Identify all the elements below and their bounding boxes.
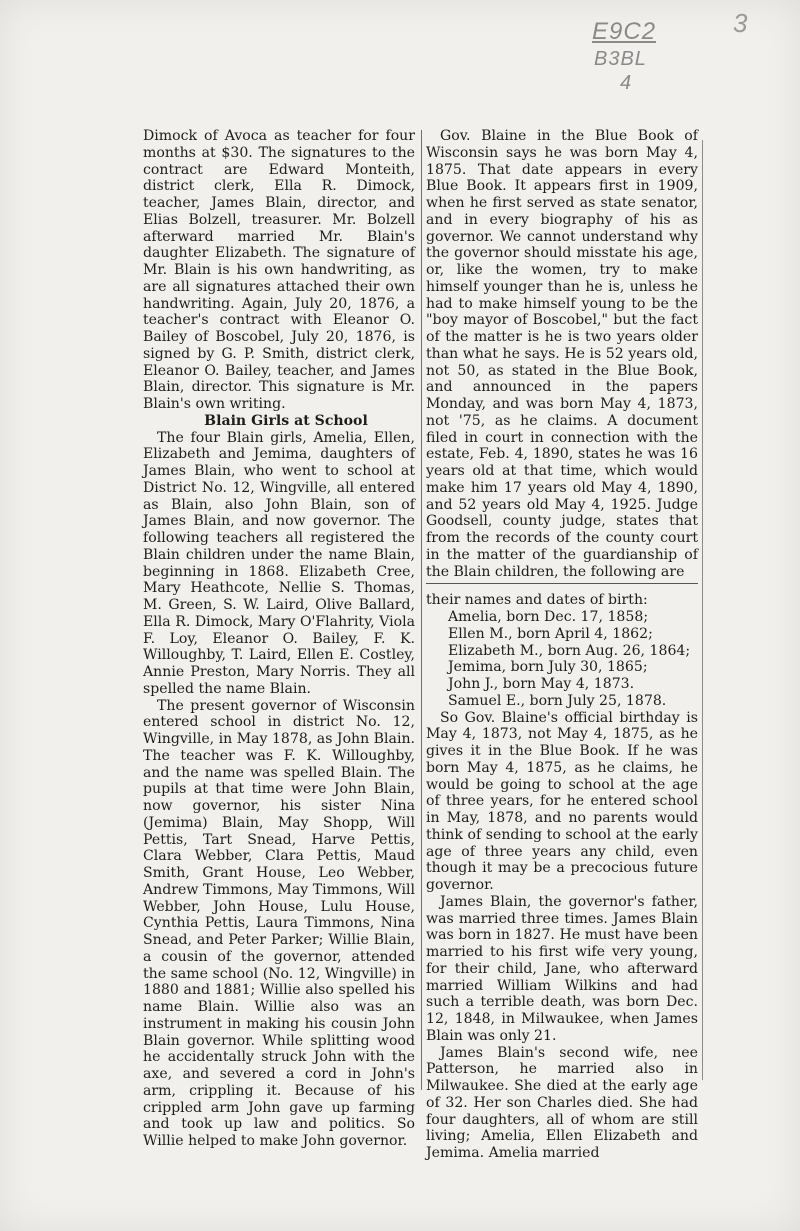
left-paragraph-3: The present governor of Wisconsin entered school in district No. 12, Wingville, in May 1878, as John Blain. The teacher was F. K. Willoughby, and the name was spelled Blain. The pupils at that time were John Blain, now governor, his sister Nina (Jemima) Blain, May Shopp, Will Pettis, Tart Snead, Harve Pettis, Clara Webber, Clara Pettis, Maud Smith, Grant House, Leo Webber, Andrew Timmons, May Timmons, Will Webber, John House, Lulu House, Cynthia Pettis, Laura Timmons, Nina Snead, and Peter Parker; Willie Blain, a cousin of the governor, attended the same school (No. 12, Wingville) in 1880 and 1881; Willie also spelled his name Blain. Willie also was an instrument in making his cousin John Blain governor. While splitting wood he accidentally struck John with the axe, and severed a cord in John's arm, crippling it. Because of his crippled arm John gave up farming and took up law and politics. So Willie helped to make John governor. xyxy=(143,697,416,1149)
left-paragraph-1: Dimock of Avoca as teacher for four months at $30. The signatures to the contract are Edward Monteith, district clerk, Ella R. Dimock, teacher, James Blain, director, and Elias Bolzell, treasurer. Mr. Bolzell afterward married Mr. Blain's daughter Elizabeth. The signature of Mr. Blain is his own handwriting, as are all signatures attached their own handwriting. Again, July 20, 1876, a teacher's contract with Eleanor O. Bailey of Boscobel, July 20, 1876, is signed by G. P. Smith, district clerk, Eleanor O. Bailey, teacher, and James Blain, director. This signature is Mr. Blain's own writing. xyxy=(143,128,415,412)
handwritten-page-number: 3 xyxy=(733,8,749,38)
left-paragraph-2: The four Blain girls, Amelia, Ellen, Elizabeth and Jemima, daughters of James Blain, who went to school at District No. 12, Wingville, all entered as Blain, also John Blain, son of James Blain, and now governor. The following teachers all registered the Blain children under the name Blain, beginning in 1868. Elizabeth Cree, Mary Heathcote, Nellie S. Thomas, M. Green, S. W. Laird, Olive Ballard, Ella R. Dimock, Mary O'Flahrity, Viola F. Loy, Eleanor O. Bailey, F. K. Willoughby, T. Laird, Ellen E. Costley, Annie Preston, Mary Norris. They all spelled the name Blain. xyxy=(143,429,415,697)
birth-list-item: Amelia, born Dec. 17, 1858; xyxy=(448,609,649,625)
handwritten-reference-line-3: 4 xyxy=(620,72,633,94)
birth-list xyxy=(426,609,698,710)
right-paragraph-4: James Blain, the governor's father, was married three times. James Blain was born in 1827. He must have been married to his first wife very young, for their child, Jane, who afterward married William Wilkins and had such a terrible death, was born Dec. 12, 1848, in Milwaukee, when James Blain was only 21. xyxy=(426,893,698,1044)
birth-list-item: Jemima, born July 30, 1865; xyxy=(448,659,648,676)
birth-list-item: Ellen M., born April 4, 1862; xyxy=(448,625,653,642)
left-column xyxy=(143,128,415,1150)
subheading-blain-girls: Blain Girls at School xyxy=(204,412,368,429)
handwritten-reference-line-1: E9C2 xyxy=(592,18,657,45)
handwritten-reference-line-2: B3BL xyxy=(594,48,647,70)
right-paragraph-1: Gov. Blaine in the Blue Book of Wisconsin says he was born May 4, 1875. That date appears in every Blue Book. It appears first in 1909, when he first served as state senator, and in every biography of his as governor. We cannot understand why the governor should misstate his age, or, like the women, try to make himself younger than he is, unless he had to make himself young to be the "boy mayor of Boscobel," but the fact of the matter is he is two years older than what he says. He is 52 years old, not 50, as stated in the Blue Book, and announced in the papers Monday, and was born May 4, 1873, not '75, as he claims. A document filed in court in connection with the estate, Feb. 4, 1890, states he was 16 years old at that time, which would make him 17 years old May 4, 1890, and 52 years old May 4, 1925. Judge Goodsell, county judge, states that from the records of the county court in the matter of the guardianship of the Blain children, the following are xyxy=(426,128,698,580)
right-paragraph-5: James Blain's second wife, nee Patterson, he married also in Milwaukee. She died at the early age of 32. Her son Charles died. She had four daughters, all of whom are still living; Amelia, Ellen Elizabeth and Jemima. Amelia married xyxy=(426,1044,698,1161)
birth-list-item: John J., born May 4, 1873. xyxy=(448,676,635,692)
right-column xyxy=(426,128,698,1162)
birth-list-item: Samuel E., born July 25, 1878. xyxy=(448,692,667,709)
column-divider xyxy=(421,130,422,1090)
right-paragraph-3: So Gov. Blaine's official birthday is May 4, 1873, not May 4, 1875, as he gives it in the Blue Book. If he was born May 4, 1875, as he claims, he would be going to school at the age of three years, for he entered school in May, 1878, and no parents would think of sending to school at the early age of three years any child, even though it may be a precocious future governor. xyxy=(426,709,698,893)
clipping-right-edge xyxy=(702,140,703,1080)
birth-list-item: Elizabeth M., born Aug. 26, 1864; xyxy=(448,642,691,659)
right-paragraph-2-intro: their names and dates of birth: xyxy=(426,592,648,609)
